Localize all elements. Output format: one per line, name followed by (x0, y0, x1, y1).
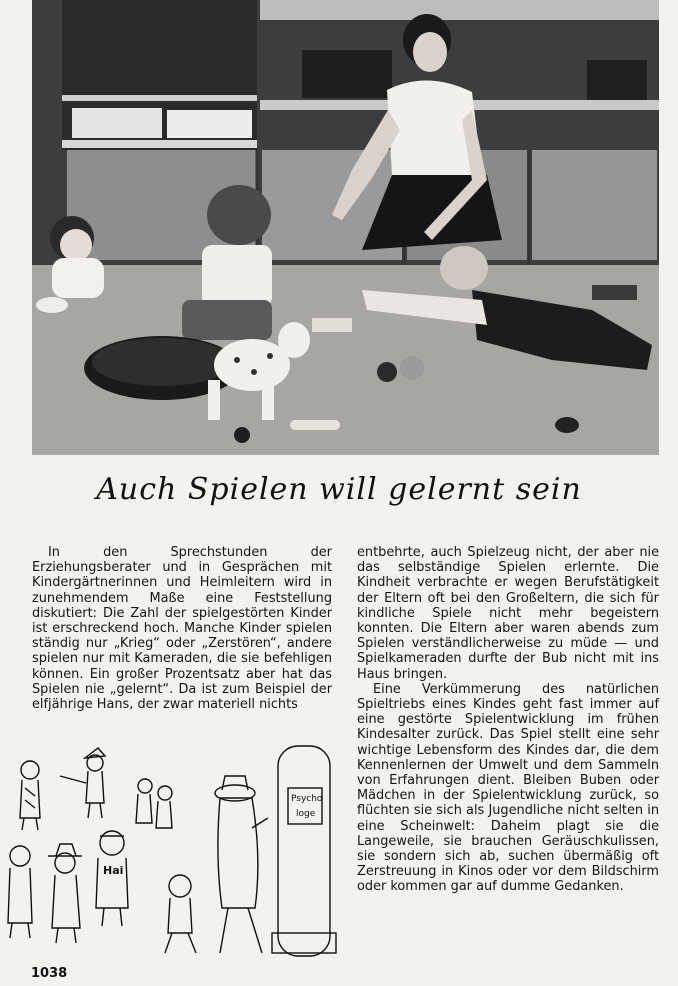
text-column-right (357, 545, 659, 895)
cartoon-illustration (0, 738, 340, 966)
article-title: Auch Spielen will gelernt sein (96, 472, 582, 507)
photo-image (32, 0, 659, 455)
paragraph: entbehrte, auch Spielzeug nicht, der aber nie das selbständige Spielen erlernte. Die Kindheit verbrachte er wegen Berufstätigkeit der Eltern oft bei den Großeltern, die sich für kindliche Spiele nicht mehr begeistern konnten. Die Eltern aber waren abends zum Spielen verständlicherweise zu müde — und Spielkameraden durfte der Bub nicht mit ins Haus bringen. (357, 545, 659, 682)
text-column-left (32, 545, 332, 712)
paragraph: Eine Verkümmerung des natürlichen Spieltriebs eines Kindes geht fast immer auf eine gestörte Spielentwicklung im frühen Kindesalter zurück. Das Spiel stellt eine sehr wichtige Lebensform des Kindes dar, die dem Kennenlernen der Umwelt und dem Sammeln von Erfahrungen dient. Bleiben Buben oder Mädchen in der Spielentwicklung zurück, so flüchten sie sich als Jugendliche nicht selten in eine Scheinwelt: Daheim plagt sie die Langeweile, sie brauchen Geräuschkulissen, sie sondern sich ab, suchen übermäßig oft Zerstreuung in Kinos oder vor dem Bildschirm oder kommen gar auf dumme Gedanken. (357, 681, 659, 895)
page-number: 1038 (31, 966, 68, 981)
door-sign-line1: Psycho (291, 794, 323, 804)
door-sign-line2: loge (296, 809, 316, 819)
cartoon-drawing (0, 738, 340, 966)
photo-mother-children-playing (32, 0, 659, 455)
paragraph: In den Sprechstunden der Erziehungsberater und in Gesprächen mit Kindergärtnerinnen und Heimleitern wird in zunehmendem Maße eine Feststellung diskutiert: Die Zahl der spielgestörten Kinder ist erschreckend hoch. Manche Kinder spielen ständig nur „Krieg“ oder „Zerstören“, andere spielen nur mit Kameraden, die sie befehligen können. Ein großer Prozentsatz aber hat das Spielen nie „gelernt“. Da ist zum Beispiel der elfjährige Hans, der zwar materiell nichts (32, 545, 332, 713)
hat-text: Hai (103, 864, 124, 877)
